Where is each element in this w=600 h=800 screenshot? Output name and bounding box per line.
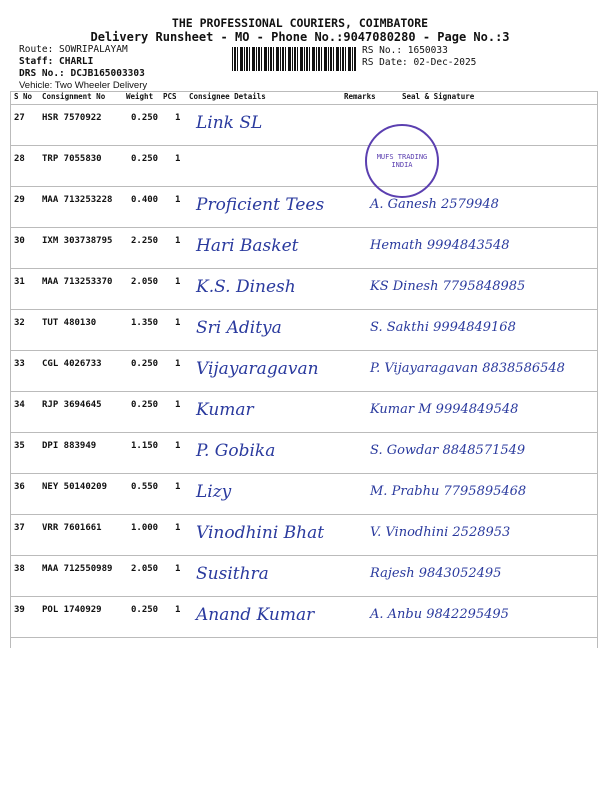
row-pcs: 1	[175, 564, 181, 574]
row-sno: 33	[14, 359, 25, 369]
table-row	[10, 351, 598, 392]
route-label: Route: SOWRIPALAYAM	[19, 44, 128, 55]
table-row	[10, 556, 598, 597]
row-consignment-no: POL 1740929	[42, 605, 102, 615]
row-signature-handwriting: V. Vinodhini 2528953	[370, 525, 511, 540]
table-row	[10, 269, 598, 310]
row-weight: 0.250	[131, 113, 159, 123]
row-consignee-handwriting: Kumar	[196, 400, 254, 420]
row-pcs: 1	[175, 318, 181, 328]
row-signature-handwriting: S. Sakthi 9994849168	[370, 320, 516, 335]
row-weight: 0.250	[131, 400, 159, 410]
row-sno: 28	[14, 154, 25, 164]
row-sno: 39	[14, 605, 25, 615]
row-pcs: 1	[175, 236, 181, 246]
table-row	[10, 310, 598, 351]
row-consignee-handwriting: Lizy	[196, 482, 232, 502]
row-weight: 2.250	[131, 236, 159, 246]
col-header-consignee: Consignee Details	[189, 92, 266, 101]
row-sno: 29	[14, 195, 25, 205]
row-signature-handwriting: Hemath 9994843548	[370, 238, 510, 253]
row-pcs: 1	[175, 605, 181, 615]
row-sno: 34	[14, 400, 25, 410]
col-header-pcs: PCS	[163, 92, 177, 101]
vehicle-label: Vehicle: Two Wheeler Delivery	[19, 80, 148, 91]
drs-label: DRS No.: DCJB165003303	[19, 68, 145, 79]
row-consignee-handwriting: Vinodhini Bhat	[196, 523, 325, 543]
row-weight: 0.250	[131, 154, 159, 164]
row-signature-handwriting: M. Prabhu 7795895468	[370, 484, 527, 499]
col-header-consignment: Consignment No	[42, 92, 106, 101]
row-consignee-handwriting: P. Gobika	[196, 441, 276, 461]
row-consignment-no: DPI 883949	[42, 441, 97, 451]
row-sno: 30	[14, 236, 25, 246]
row-weight: 2.050	[131, 564, 159, 574]
document-title: THE PROFESSIONAL COURIERS, COIMBATORE	[171, 16, 429, 30]
row-sno: 31	[14, 277, 25, 287]
row-consignee-handwriting: Susithra	[196, 564, 269, 584]
seal-stamp-text: MUFS TRADING INDIA	[376, 153, 428, 169]
row-signature-handwriting: P. Vijayaragavan 8838586548	[370, 361, 565, 376]
table-row	[10, 228, 598, 269]
row-weight: 2.050	[131, 277, 159, 287]
row-consignee-handwriting: K.S. Dinesh	[196, 277, 296, 297]
row-signature-handwriting: A. Anbu 9842295495	[370, 607, 509, 622]
row-weight: 0.250	[131, 359, 159, 369]
row-weight: 1.000	[131, 523, 159, 533]
row-consignee-handwriting: Hari Basket	[196, 236, 299, 256]
row-consignment-no: CGL 4026733	[42, 359, 102, 369]
table-row	[10, 187, 598, 228]
row-weight: 1.350	[131, 318, 159, 328]
row-sno: 27	[14, 113, 25, 123]
row-signature-handwriting: S. Gowdar 8848571549	[370, 443, 526, 458]
row-consignment-no: HSR 7570922	[42, 113, 102, 123]
row-consignee-handwriting: Sri Aditya	[196, 318, 282, 338]
row-weight: 0.250	[131, 605, 159, 615]
col-header-remarks: Remarks	[344, 92, 376, 101]
row-consignment-no: TUT 480130	[42, 318, 97, 328]
row-consignment-no: NEY 50140209	[42, 482, 108, 492]
table-row	[10, 474, 598, 515]
row-sno: 36	[14, 482, 25, 492]
staff-label: Staff: CHARLI	[19, 56, 94, 67]
row-consignee-handwriting: Anand Kumar	[196, 605, 315, 625]
row-pcs: 1	[175, 359, 181, 369]
seal-stamp	[365, 124, 439, 198]
row-pcs: 1	[175, 154, 181, 164]
table-row	[10, 597, 598, 638]
row-pcs: 1	[175, 277, 181, 287]
row-consignment-no: TRP 7055830	[42, 154, 102, 164]
row-pcs: 1	[175, 400, 181, 410]
document-subtitle: Delivery Runsheet - MO - Phone No.:9047080280 - Page No.:3	[90, 30, 510, 44]
row-consignee-handwriting: Link SL	[196, 113, 263, 133]
row-pcs: 1	[175, 441, 181, 451]
table-row	[10, 105, 598, 146]
row-weight: 0.550	[131, 482, 159, 492]
rs-number: RS No.: 1650033	[362, 45, 448, 56]
row-sno: 38	[14, 564, 25, 574]
table-row	[10, 392, 598, 433]
row-weight: 0.400	[131, 195, 159, 205]
row-pcs: 1	[175, 195, 181, 205]
row-signature-handwriting: Rajesh 9843052495	[370, 566, 502, 581]
row-consignment-no: IXM 303738795	[42, 236, 113, 246]
row-consignment-no: MAA 713253370	[42, 277, 113, 287]
row-pcs: 1	[175, 113, 181, 123]
row-pcs: 1	[175, 482, 181, 492]
row-sno: 37	[14, 523, 25, 533]
row-signature-handwriting: Kumar M 9994849548	[370, 402, 519, 417]
rs-date: RS Date: 02-Dec-2025	[362, 57, 477, 68]
row-sno: 35	[14, 441, 25, 451]
row-consignment-no: VRR 7601661	[42, 523, 102, 533]
col-header-signature: Seal & Signature	[402, 92, 475, 101]
row-consignment-no: RJP 3694645	[42, 400, 102, 410]
row-consignee-handwriting: Vijayaragavan	[196, 359, 319, 379]
row-signature-handwriting: A. Ganesh 2579948	[370, 197, 499, 212]
row-consignment-no: MAA 713253228	[42, 195, 113, 205]
table-row	[10, 433, 598, 474]
col-header-sno: S No	[14, 92, 33, 101]
table-row	[10, 146, 598, 187]
row-consignment-no: MAA 712550989	[42, 564, 113, 574]
row-signature-handwriting: KS Dinesh 7795848985	[370, 279, 526, 294]
row-weight: 1.150	[131, 441, 159, 451]
table-row	[10, 515, 598, 556]
row-consignee-handwriting: Proficient Tees	[196, 195, 325, 215]
row-sno: 32	[14, 318, 25, 328]
barcode	[232, 47, 356, 71]
col-header-weight: Weight	[126, 92, 154, 101]
row-pcs: 1	[175, 523, 181, 533]
